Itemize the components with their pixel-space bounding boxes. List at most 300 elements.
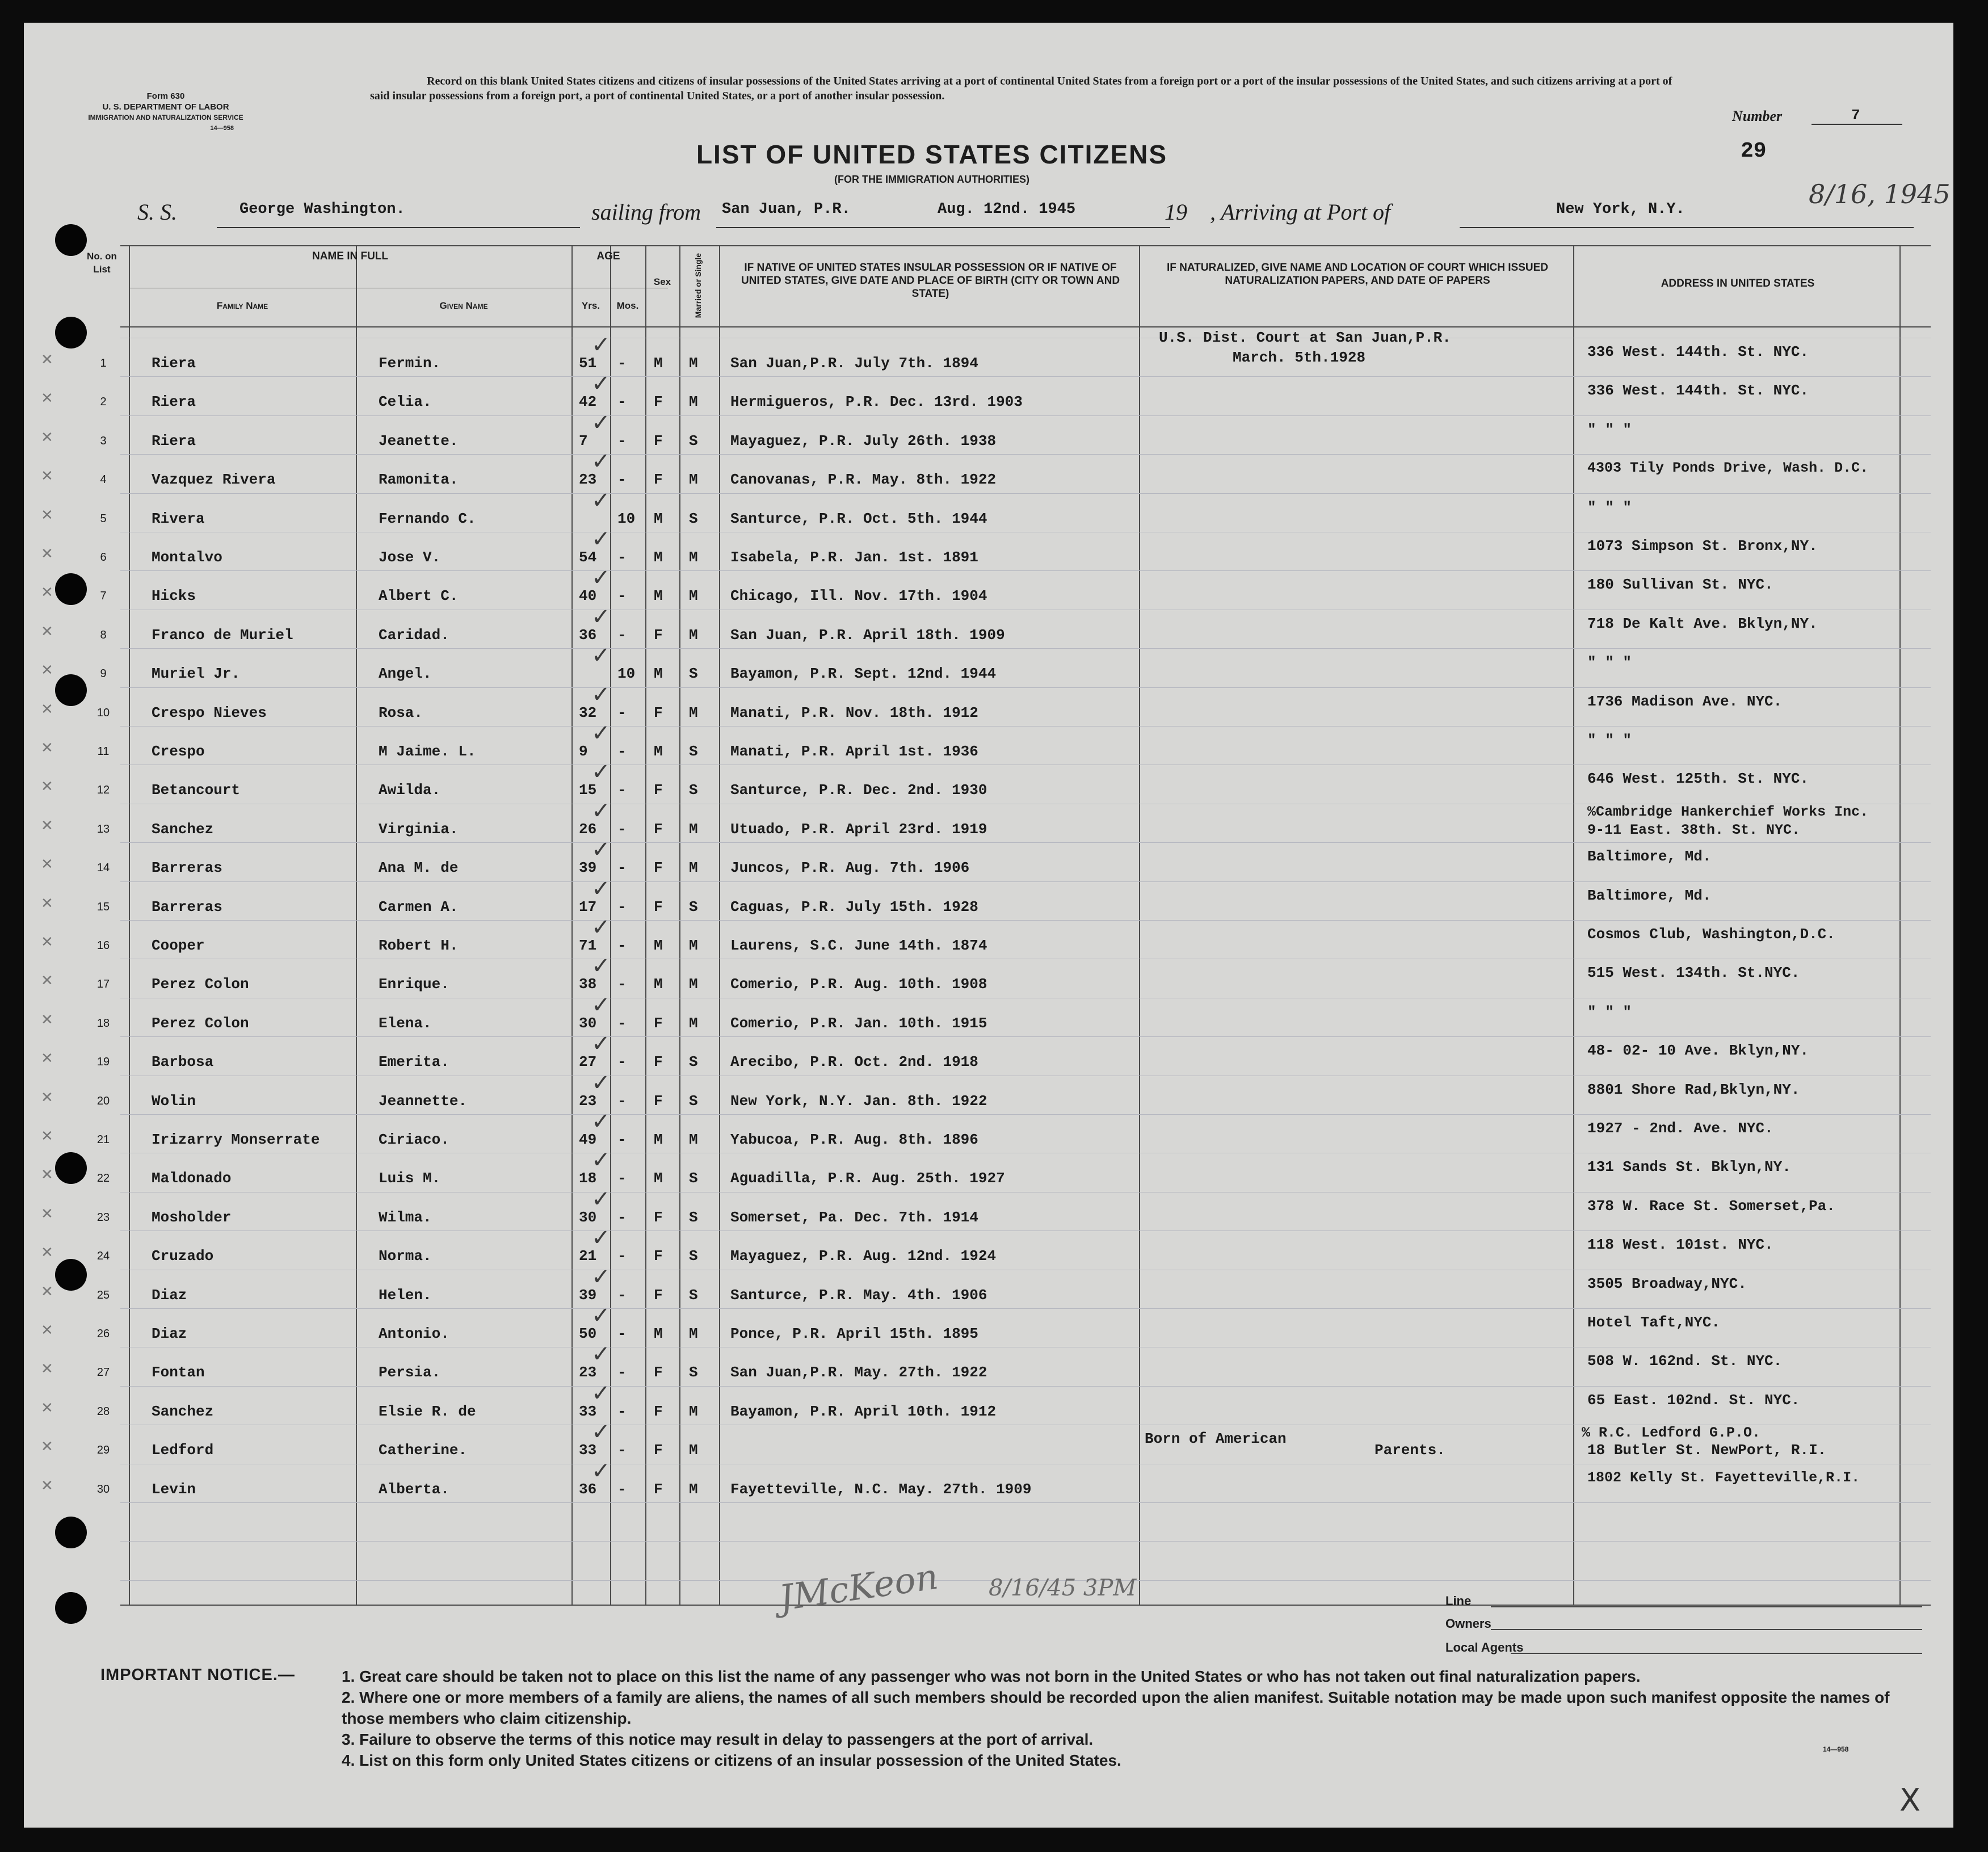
margin-check-icon: ✕ xyxy=(41,894,53,912)
marital-status: M xyxy=(689,1480,698,1498)
marital-status: S xyxy=(689,1053,698,1071)
sex: M xyxy=(654,1325,663,1342)
row-rule xyxy=(120,1502,1931,1503)
row-rule xyxy=(120,648,1931,649)
age-years: 49 xyxy=(579,1131,597,1148)
address: 378 W. Race St. Somerset,Pa. xyxy=(1587,1197,1835,1215)
arrival-port: New York, N.Y. xyxy=(1556,201,1685,218)
sex: F xyxy=(654,1208,663,1226)
margin-check-icon: ✕ xyxy=(41,1050,53,1068)
given-name: Emerita. xyxy=(379,1053,449,1071)
col-header-name: NAME IN FULL xyxy=(312,250,389,262)
punch-hole xyxy=(55,1517,87,1548)
check-mark-icon: ✓ xyxy=(591,487,611,514)
year-label: 19 xyxy=(1165,199,1187,225)
birth-place-date: Comerio, P.R. Jan. 10th. 1915 xyxy=(730,1014,987,1032)
port-underline xyxy=(1460,227,1914,228)
address: %Cambridge Hankerchief Works Inc. xyxy=(1587,803,1869,820)
birth-place-date: Bayamon, P.R. Sept. 12nd. 1944 xyxy=(730,665,997,683)
given-name: Enrique. xyxy=(379,976,449,993)
service-name: IMMIGRATION AND NATURALIZATION SERVICE xyxy=(88,114,243,121)
punch-hole xyxy=(55,1152,87,1184)
number-label: Number xyxy=(1732,108,1783,124)
form-identifier xyxy=(64,91,268,134)
check-mark-icon: ✓ xyxy=(591,1031,611,1057)
check-mark-icon: ✓ xyxy=(591,1186,611,1212)
family-name: Barreras xyxy=(152,859,222,877)
row-number: 28 xyxy=(96,1405,110,1418)
birth-place-date: San Juan, P.R. April 18th. 1909 xyxy=(730,626,1005,644)
check-mark-icon: ✓ xyxy=(591,875,611,902)
age-years: 33 xyxy=(579,1442,597,1459)
age-months: - xyxy=(617,820,627,838)
birth-place-date: Fayetteville, N.C. May. 27th. 1909 xyxy=(730,1480,1032,1498)
check-mark-icon: ✓ xyxy=(591,1419,611,1446)
sex: F xyxy=(654,1402,663,1420)
age-months: - xyxy=(617,626,627,644)
row-number: 5 xyxy=(100,512,107,525)
margin-check-icon: ✕ xyxy=(41,1128,53,1145)
naturalization-court: U.S. Dist. Court at San Juan,P.R. xyxy=(1159,329,1451,346)
punch-hole xyxy=(55,1259,87,1291)
birth-place-date: Manati, P.R. Nov. 18th. 1912 xyxy=(730,704,978,721)
family-name: Hicks xyxy=(152,587,196,605)
marital-status: M xyxy=(689,471,698,489)
margin-check-icon: ✕ xyxy=(41,1399,53,1417)
marital-status: M xyxy=(689,937,698,954)
row-number: 19 xyxy=(96,1056,110,1069)
row-rule xyxy=(120,687,1931,688)
row-number: 15 xyxy=(96,900,110,913)
sex: F xyxy=(654,432,663,450)
address: 515 West. 134th. St.NYC. xyxy=(1587,964,1800,982)
row-number: 20 xyxy=(96,1094,110,1107)
check-mark-icon: ✓ xyxy=(591,1069,611,1096)
margin-check-icon: ✕ xyxy=(41,390,53,408)
sex: F xyxy=(654,1053,663,1071)
address: 336 West. 144th. St. NYC. xyxy=(1587,382,1809,400)
sailing-from: San Juan, P.R. xyxy=(722,201,851,218)
given-name: Celia. xyxy=(379,393,432,411)
marital-status: S xyxy=(689,1364,698,1381)
margin-check-icon: ✕ xyxy=(41,700,53,718)
row-number: 11 xyxy=(97,745,110,758)
department-name: U. S. DEPARTMENT OF LABOR xyxy=(102,102,229,112)
address: 48- 02- 10 Ave. Bklyn,NY. xyxy=(1587,1042,1809,1060)
col-divider xyxy=(1899,245,1901,1605)
age-months: - xyxy=(617,1325,627,1342)
marital-status: M xyxy=(689,1402,698,1420)
marital-status: S xyxy=(689,665,698,683)
local-agents-underline xyxy=(1511,1653,1922,1654)
given-name: Antonio. xyxy=(379,1325,449,1342)
page-title: LIST OF UNITED STATES CITIZENS xyxy=(696,140,1168,169)
margin-check-icon: ✕ xyxy=(41,662,53,679)
marital-status: S xyxy=(689,432,698,450)
family-name: Maldonado xyxy=(152,1170,232,1187)
col-divider xyxy=(645,245,646,1605)
sex: F xyxy=(654,898,663,915)
birth-place-date: Isabela, P.R. Jan. 1st. 1891 xyxy=(730,549,978,566)
row-rule xyxy=(120,493,1931,494)
row-number: 23 xyxy=(96,1211,110,1224)
naturalization-date: March. 5th.1928 xyxy=(1233,349,1366,366)
sex: F xyxy=(654,393,663,411)
age-months: - xyxy=(617,1442,627,1459)
table-bottom-border xyxy=(120,1605,1931,1606)
margin-check-icon: ✕ xyxy=(41,817,53,834)
birth-place-date: Santurce, P.R. Dec. 2nd. 1930 xyxy=(730,782,987,799)
margin-check-icon: ✕ xyxy=(41,1360,53,1378)
col-divider xyxy=(719,245,720,1605)
punch-hole xyxy=(55,1592,87,1624)
punch-hole xyxy=(55,317,87,348)
birth-place-date: Yabucoa, P.R. Aug. 8th. 1896 xyxy=(730,1131,978,1148)
print-code: 14—958 xyxy=(210,125,234,132)
address: 1802 Kelly St. Fayetteville,R.I. xyxy=(1587,1469,1860,1486)
marital-status: S xyxy=(689,1092,698,1110)
family-name: Perez Colon xyxy=(152,976,249,993)
age-years: 15 xyxy=(579,782,597,799)
address: 180 Sullivan St. NYC. xyxy=(1587,576,1773,594)
row-number: 4 xyxy=(100,473,107,486)
row-rule xyxy=(120,881,1931,882)
family-name: Mosholder xyxy=(152,1208,232,1226)
given-name: Norma. xyxy=(379,1248,432,1265)
age-years: 33 xyxy=(579,1402,597,1420)
ship-underline xyxy=(217,227,580,228)
birth-place-date: Bayamon, P.R. April 10th. 1912 xyxy=(730,1402,997,1420)
age-months: - xyxy=(617,743,627,760)
row-number: 1 xyxy=(100,357,107,369)
address: " " " xyxy=(1587,498,1632,516)
birth-place-date: Caguas, P.R. July 15th. 1928 xyxy=(730,898,978,915)
age-years: 18 xyxy=(579,1170,597,1187)
col-header-married: Married or Single xyxy=(694,253,703,318)
birth-place-date: Comerio, P.R. Aug. 10th. 1908 xyxy=(730,976,987,993)
address-line-2: 9-11 East. 38th. St. NYC. xyxy=(1587,821,1801,838)
address: " " " xyxy=(1587,1003,1632,1021)
birth-place-date: Mayaguez, P.R. Aug. 12nd. 1924 xyxy=(730,1248,997,1265)
record-instructions: Record on this blank United States citizens and citizens of insular possessions of the United States arriving at a port of continental United States from a foreign port or a port of the insular possessions of the United States, and such citizens arriving at a port of said insular possessions from a foreign port, a port of continental United States, or a port of another insular possession. xyxy=(370,75,1672,102)
age-months: - xyxy=(617,937,627,954)
owners-label: Owners xyxy=(1445,1616,1491,1631)
margin-check-icon: ✕ xyxy=(41,429,53,446)
check-mark-icon: ✓ xyxy=(591,1341,611,1368)
sex: M xyxy=(654,743,663,760)
row-number: 8 xyxy=(100,628,107,641)
given-name: Catherine. xyxy=(379,1442,468,1459)
age-months: - xyxy=(617,549,627,566)
age-months: - xyxy=(617,859,627,877)
row-rule xyxy=(120,570,1931,571)
check-mark-icon: ✓ xyxy=(591,642,611,669)
sex: F xyxy=(654,704,663,721)
age-years: 39 xyxy=(579,859,597,877)
sex: F xyxy=(654,1442,663,1459)
check-mark-icon: ✓ xyxy=(591,1380,611,1406)
address: 118 West. 101st. NYC. xyxy=(1587,1236,1773,1254)
birth-place-date: Mayaguez, P.R. July 26th. 1938 xyxy=(730,432,997,450)
line-label: Line xyxy=(1445,1594,1472,1608)
row-number: 7 xyxy=(100,590,107,603)
address: " " " xyxy=(1587,732,1632,749)
family-name: Riera xyxy=(152,355,196,372)
address: Cosmos Club, Washington,D.C. xyxy=(1587,926,1835,943)
marital-status: M xyxy=(689,587,698,605)
line-underline xyxy=(1491,1606,1922,1607)
margin-check-icon: ✕ xyxy=(41,934,53,951)
check-mark-icon: ✓ xyxy=(591,1225,611,1252)
marital-status: M xyxy=(689,626,698,644)
sex: M xyxy=(654,937,663,954)
address: 1927 - 2nd. Ave. NYC. xyxy=(1587,1120,1773,1137)
family-name: Irizarry Monserrate xyxy=(152,1131,320,1148)
sex: M xyxy=(654,587,663,605)
margin-check-icon: ✕ xyxy=(41,584,53,602)
age-years: 7 xyxy=(579,432,588,450)
given-name: Jeanette. xyxy=(379,432,459,450)
marital-status: M xyxy=(689,859,698,877)
age-years: 17 xyxy=(579,898,597,915)
col-header-no: No. on List xyxy=(87,251,117,275)
check-mark-icon: ✓ xyxy=(591,603,611,630)
address: " " " xyxy=(1587,421,1632,438)
check-mark-icon: ✓ xyxy=(591,1108,611,1135)
age-months: - xyxy=(617,471,627,489)
marital-status: M xyxy=(689,1131,698,1148)
notice-item-3: 3. Failure to observe the terms of this notice may result in delay to passengers at the port of arrival. xyxy=(342,1731,1094,1748)
family-name: Vazquez Rivera xyxy=(152,471,276,489)
age-years: 21 xyxy=(579,1248,597,1265)
check-mark-icon: ✓ xyxy=(591,992,611,1018)
row-number: 27 xyxy=(96,1366,110,1379)
important-notice-heading: IMPORTANT NOTICE.— xyxy=(100,1666,295,1684)
address: 65 East. 102nd. St. NYC. xyxy=(1587,1391,1800,1409)
check-mark-icon: ✓ xyxy=(591,797,611,824)
family-name: Franco de Muriel xyxy=(152,626,293,644)
age-months: - xyxy=(617,976,627,993)
birth-place-date: Aguadilla, P.R. Aug. 25th. 1927 xyxy=(730,1170,1005,1187)
family-name: Muriel Jr. xyxy=(152,665,241,683)
family-name: Wolin xyxy=(152,1092,196,1110)
form-number: Form 630 xyxy=(146,91,185,101)
margin-check-icon: ✕ xyxy=(41,1244,53,1262)
family-name: Levin xyxy=(152,1480,196,1498)
number-value: 7 xyxy=(1851,107,1860,124)
margin-check-icon: ✕ xyxy=(41,1011,53,1028)
age-years: 26 xyxy=(579,820,597,838)
col-header-age: AGE xyxy=(596,250,620,262)
col-header-birth: IF NATIVE OF UNITED STATES INSULAR POSSESSION OR IF NATIVE OF UNITED STATES, GIVE DATE AND PLACE OF BIRTH (CITY OR TOWN AND STATE) xyxy=(741,262,1120,300)
arriving-label: , Arriving at Port of xyxy=(1210,199,1391,225)
address: 18 Butler St. NewPort, R.I. xyxy=(1587,1442,1827,1459)
marital-status: M xyxy=(689,1442,698,1459)
col-divider xyxy=(679,245,680,1605)
address: Baltimore, Md. xyxy=(1587,887,1712,904)
check-mark-icon: ✓ xyxy=(591,1303,611,1329)
check-mark-icon: ✓ xyxy=(591,914,611,940)
given-name: Angel. xyxy=(379,665,432,683)
sex: F xyxy=(654,859,663,877)
given-name: Helen. xyxy=(379,1286,432,1304)
col-header-sex: Sex xyxy=(653,276,671,287)
address: " " " xyxy=(1587,654,1632,671)
margin-check-icon: ✕ xyxy=(41,468,53,485)
sex: F xyxy=(654,1248,663,1265)
check-mark-icon: ✓ xyxy=(591,720,611,746)
col-divider xyxy=(1573,245,1574,1605)
check-mark-icon: ✓ xyxy=(591,565,611,591)
margin-check-icon: ✕ xyxy=(41,1089,53,1106)
age-months: - xyxy=(617,1092,627,1110)
check-mark-icon: ✓ xyxy=(591,526,611,552)
check-mark-icon: ✓ xyxy=(591,1458,611,1484)
row-number: 13 xyxy=(96,822,110,835)
age-months: - xyxy=(617,1364,627,1381)
row-rule xyxy=(120,1036,1931,1037)
margin-check-icon: ✕ xyxy=(41,778,53,796)
table-top-border xyxy=(120,245,1931,246)
family-name: Sanchez xyxy=(152,820,214,838)
age-months: - xyxy=(617,1053,627,1071)
age-months: - xyxy=(617,355,627,372)
row-number: 12 xyxy=(96,784,110,797)
sex: M xyxy=(654,1170,663,1187)
row-rule xyxy=(120,1541,1931,1542)
family-name: Cruzado xyxy=(152,1248,214,1265)
signature-date: 8/16/45 3PM xyxy=(989,1575,1137,1601)
row-number: 24 xyxy=(96,1250,110,1263)
family-name: Cooper xyxy=(152,937,205,954)
marital-status: S xyxy=(689,743,698,760)
family-name: Riera xyxy=(152,393,196,411)
age-years: 23 xyxy=(579,1092,597,1110)
notice-item-1: 1. Great care should be taken not to place on this list the name of any passenger who was not born in the United States or who has not taken out final naturalization papers. xyxy=(342,1668,1641,1685)
age-years: 9 xyxy=(579,743,588,760)
address: 131 Sands St. Bklyn,NY. xyxy=(1587,1158,1791,1176)
naturalization-parents: Parents. xyxy=(1375,1442,1445,1459)
given-name: Robert H. xyxy=(379,937,459,954)
age-years: 51 xyxy=(579,355,597,372)
margin-check-icon: ✕ xyxy=(41,623,53,640)
sex: F xyxy=(654,1014,663,1032)
address: Baltimore, Md. xyxy=(1587,848,1712,866)
age-months: - xyxy=(617,1402,627,1420)
given-name: Virginia. xyxy=(379,820,459,838)
row-rule xyxy=(120,376,1931,377)
footer-code: 14—958 xyxy=(1823,1745,1849,1753)
inspector-signature: JMcKeon xyxy=(776,1555,941,1619)
margin-check-icon: ✕ xyxy=(41,1322,53,1339)
given-name: Fermin. xyxy=(379,355,441,372)
sex: M xyxy=(654,355,663,372)
row-number: 21 xyxy=(96,1133,110,1146)
given-name: Elena. xyxy=(379,1014,432,1032)
given-name: Ciriaco. xyxy=(379,1131,449,1148)
row-number: 9 xyxy=(100,667,107,681)
row-rule xyxy=(120,842,1931,843)
age-years: 23 xyxy=(579,471,597,489)
birth-place-date: Santurce, P.R. May. 4th. 1906 xyxy=(730,1286,987,1304)
check-mark-icon: ✓ xyxy=(591,1263,611,1290)
sex: F xyxy=(654,820,663,838)
age-months: - xyxy=(617,393,627,411)
age-months: - xyxy=(617,1014,627,1032)
family-name: Barbosa xyxy=(152,1053,214,1071)
marital-status: S xyxy=(689,898,698,915)
punch-hole xyxy=(55,573,87,605)
sex: M xyxy=(654,665,663,683)
row-number: 29 xyxy=(96,1444,110,1457)
ss-label: S. S. xyxy=(137,199,177,225)
arrival-date-handwritten: 8/16, 1945 xyxy=(1809,179,1951,209)
family-name: Diaz xyxy=(152,1286,187,1304)
address: 646 West. 125th. St. NYC. xyxy=(1587,770,1809,788)
row-rule xyxy=(120,1386,1931,1387)
given-name: Carmen A. xyxy=(379,898,459,915)
sailing-date: Aug. 12nd. 1945 xyxy=(938,201,1076,218)
sex: F xyxy=(654,1480,663,1498)
row-number: 2 xyxy=(100,396,107,409)
margin-check-icon: ✕ xyxy=(41,972,53,990)
sex: F xyxy=(654,1286,663,1304)
check-mark-icon: ✓ xyxy=(591,371,611,397)
col-header-mos: Mos. xyxy=(616,300,639,311)
margin-check-icon: ✕ xyxy=(41,1477,53,1494)
birth-place-date: San Juan,P.R. May. 27th. 1922 xyxy=(730,1364,987,1381)
check-mark-icon: ✓ xyxy=(591,953,611,980)
row-number: 10 xyxy=(96,706,110,719)
birth-place-date: Ponce, P.R. April 15th. 1895 xyxy=(730,1325,978,1342)
given-name: Alberta. xyxy=(379,1480,449,1498)
marital-status: S xyxy=(689,1248,698,1265)
col-header-family: Family Name xyxy=(216,300,268,311)
col-divider xyxy=(356,245,357,1605)
margin-check-icon: ✕ xyxy=(41,740,53,757)
family-name: Montalvo xyxy=(152,549,222,566)
check-mark-icon: ✓ xyxy=(591,1147,611,1174)
age-years: 36 xyxy=(579,1480,597,1498)
birth-place-date: Arecibo, P.R. Oct. 2nd. 1918 xyxy=(730,1053,978,1071)
check-mark-icon: ✓ xyxy=(591,448,611,475)
given-name: Ana M. de xyxy=(379,859,459,877)
row-number: 3 xyxy=(100,434,107,447)
birth-place-date: Chicago, Ill. Nov. 17th. 1904 xyxy=(730,587,987,605)
row-number: 17 xyxy=(96,978,110,991)
marital-status: S xyxy=(689,782,698,799)
row-number: 16 xyxy=(96,939,110,952)
given-name: Elsie R. de xyxy=(379,1402,476,1420)
sex: M xyxy=(654,510,663,527)
marital-status: M xyxy=(689,549,698,566)
check-mark-icon: ✓ xyxy=(591,409,611,436)
family-name: Crespo Nieves xyxy=(152,704,267,721)
age-years: 40 xyxy=(579,587,597,605)
sex: M xyxy=(654,549,663,566)
given-name: Awilda. xyxy=(379,782,441,799)
row-number: 30 xyxy=(96,1483,110,1496)
birth-place-date: New York, N.Y. Jan. 8th. 1922 xyxy=(730,1092,987,1110)
footer-check-mark: X xyxy=(1899,1782,1920,1818)
marital-status: M xyxy=(689,1325,698,1342)
age-years: 36 xyxy=(579,626,597,644)
marital-status: S xyxy=(689,510,698,527)
family-name: Barreras xyxy=(152,898,222,915)
address: 718 De Kalt Ave. Bklyn,NY. xyxy=(1587,615,1818,632)
given-name: Persia. xyxy=(379,1364,441,1381)
age-months: - xyxy=(617,704,627,721)
